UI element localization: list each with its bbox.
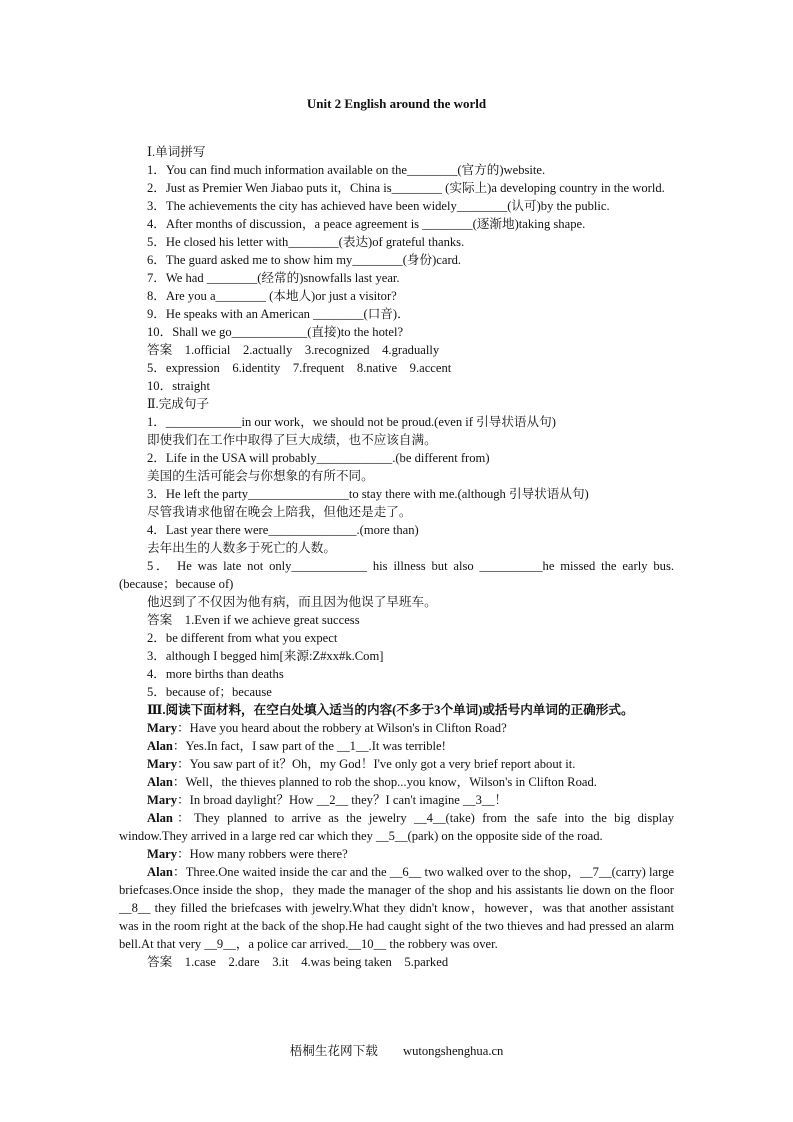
dialogue-text: They planned to arrive as the jewelry __4__(take) from the safe into the big display window.They arrived in a large red car which they __5__(park) on the opposite side of the road. [119, 811, 678, 843]
dialogue-line: Mary：How many robbers were there? [147, 847, 348, 861]
dialogue-speaker: Mary [147, 721, 178, 735]
section2-item: 尽管我请求他留在晚会上陪我，但他还是走了。 [147, 505, 412, 519]
section1-answer: 5．expression 6.identity 7.frequent 8.native 9.accent [147, 361, 452, 375]
dialogue-text: Have you heard about the robbery at Wilson's in Clifton Road? [189, 721, 507, 735]
dialogue-speaker: Alan [147, 775, 173, 789]
dialogue-line: Mary：In broad daylight？How __2__ they？I can't imagine __3__！ [147, 793, 508, 807]
section2-item: 2．Life in the USA will probably____________.(be different from) [147, 451, 490, 465]
document-body [119, 143, 678, 971]
section1-item: 10．Shall we go____________(直接)to the hotel? [147, 325, 404, 339]
dialogue-speaker: Alan [147, 865, 173, 879]
section2-answer: 答案 1.Even if we achieve great success [147, 613, 360, 627]
section2-answer: 5．because of；because [147, 685, 272, 699]
section1-item: 7．We had ________(经常的)snowfalls last year. [147, 271, 400, 285]
section2-item: 即使我们在工作中取得了巨大成绩，也不应该自满。 [147, 433, 437, 447]
dialogue-speaker: Mary [147, 847, 178, 861]
section2-item: 1．____________in our work，we should not be proud.(even if 引导状语从句) [147, 415, 556, 429]
dialogue-text: In broad daylight？How __2__ they？I can't imagine __3__！ [189, 793, 508, 807]
dialogue-line: Alan：Three.One waited inside the car and the __6__ two walked over to the shop，__7__(carry) large briefcases.Once inside the shop，they made the manager of the shop and his assistants lie down on the floor __8__ they filled the briefcases with jewelry.What they didn't know，however，was that another assistant was in the room right at the back of the shop.He had caught sight of the two thieves and had pressed an alarm bell.At that very __9__，a police car arrived.__10__ the robbery was over. [119, 865, 678, 951]
section2-item: 他迟到了不仅因为他有病，而且因为他误了早班车。 [147, 595, 437, 609]
section2-item: 4．Last year there were______________.(more than) [147, 523, 419, 537]
dialogue-text: Well，the thieves planned to rob the shop...you know，Wilson's in Clifton Road. [185, 775, 597, 789]
section1-heading: Ⅰ.单词拼写 [147, 145, 206, 159]
dialogue-text: Three.One waited inside the car and the __6__ two walked over to the shop，__7__(carry) large briefcases.Once inside the shop，they made the manager of the shop and his assistants lie down on the floor __8__ they filled the briefcases with jewelry.What they didn't know，however，was that another assistant was in the room right at the back of the shop.He had caught sight of the two thieves and had pressed an alarm bell.At that very __9__，a police car arrived.__10__ the robbery was over. [119, 865, 678, 951]
dialogue-line: Alan：They planned to arrive as the jewelry __4__(take) from the safe into the big display window.They arrived in a large red car which they __5__(park) on the opposite side of the road. [119, 811, 678, 843]
page-title: Unit 2 English around the world [306, 96, 487, 111]
section1-item: 6．The guard asked me to show him my________(身份)card. [147, 253, 462, 267]
dialogue-text: How many robbers were there? [189, 847, 348, 861]
dialogue-line: Alan：Well，the thieves planned to rob the shop...you know，Wilson's in Clifton Road. [147, 775, 597, 789]
section2-answer: 3．although I begged him[来源:Z#xx#k.Com] [147, 649, 384, 663]
dialogue-line: Alan：Yes.In fact，I saw part of the __1__.It was terrible! [147, 739, 446, 753]
dialogue-speaker: Alan [147, 811, 173, 825]
section3-heading: Ⅲ.阅读下面材料，在空白处填入适当的内容(不多于3个单词)或括号内单词的正确形式。 [147, 703, 634, 717]
section1-item: 8．Are you a________ (本地人)or just a visitor? [147, 289, 397, 303]
section1-item: 3．The achievements the city has achieved have been widely________(认可)by the public. [147, 199, 610, 213]
section2-answer: 4．more births than deaths [147, 667, 284, 681]
section2-item: 美国的生活可能会与你想象的有所不同。 [147, 469, 374, 483]
dialogue-speaker: Mary [147, 793, 178, 807]
section1-item: 9．He speaks with an American ________(口音)． [147, 307, 410, 321]
section1-item: 4．After months of discussion，a peace agreement is ________(逐渐地)taking shape. [147, 217, 586, 231]
section1-item: 2．Just as Premier Wen Jiabao puts it，China is________ (实际上)a developing country in the world. [147, 181, 665, 195]
dialogue-text: You saw part of it？Oh，my God！I've only got a very brief report about it. [189, 757, 576, 771]
section2-item: 去年出生的人数多于死亡的人数。 [147, 541, 336, 555]
dialogue-text: Yes.In fact，I saw part of the __1__.It was terrible! [185, 739, 446, 753]
section2-item: 3．He left the party________________to stay there with me.(although 引导状语从句) [147, 487, 589, 501]
dialogue-speaker: Mary [147, 757, 178, 771]
section2-heading: Ⅱ.完成句子 [147, 397, 210, 411]
page-footer: 梧桐生花网下载 wutongshenghua.cn [289, 1044, 504, 1058]
section2-item: 5． He was late not only____________ his illness but also __________he missed the early bus.(because；because of) [119, 559, 674, 591]
section3-answer: 答案 1.case 2.dare 3.it 4.was being taken 5.parked [147, 955, 449, 969]
section1-item: 5．He closed his letter with________(表达)of grateful thanks. [147, 235, 465, 249]
dialogue-line: Mary：You saw part of it？Oh，my God！I've only got a very brief report about it. [147, 757, 576, 771]
section1-answer: 答案 1.official 2.actually 3.recognized 4.gradually [147, 343, 440, 357]
dialogue-line: Mary：Have you heard about the robbery at Wilson's in Clifton Road? [147, 721, 507, 735]
section2-answer: 2．be different from what you expect [147, 631, 338, 645]
section1-item: 1．You can find much information available on the________(官方的)website. [147, 163, 546, 177]
section1-answer: 10．straight [147, 379, 210, 393]
dialogue-speaker: Alan [147, 739, 173, 753]
